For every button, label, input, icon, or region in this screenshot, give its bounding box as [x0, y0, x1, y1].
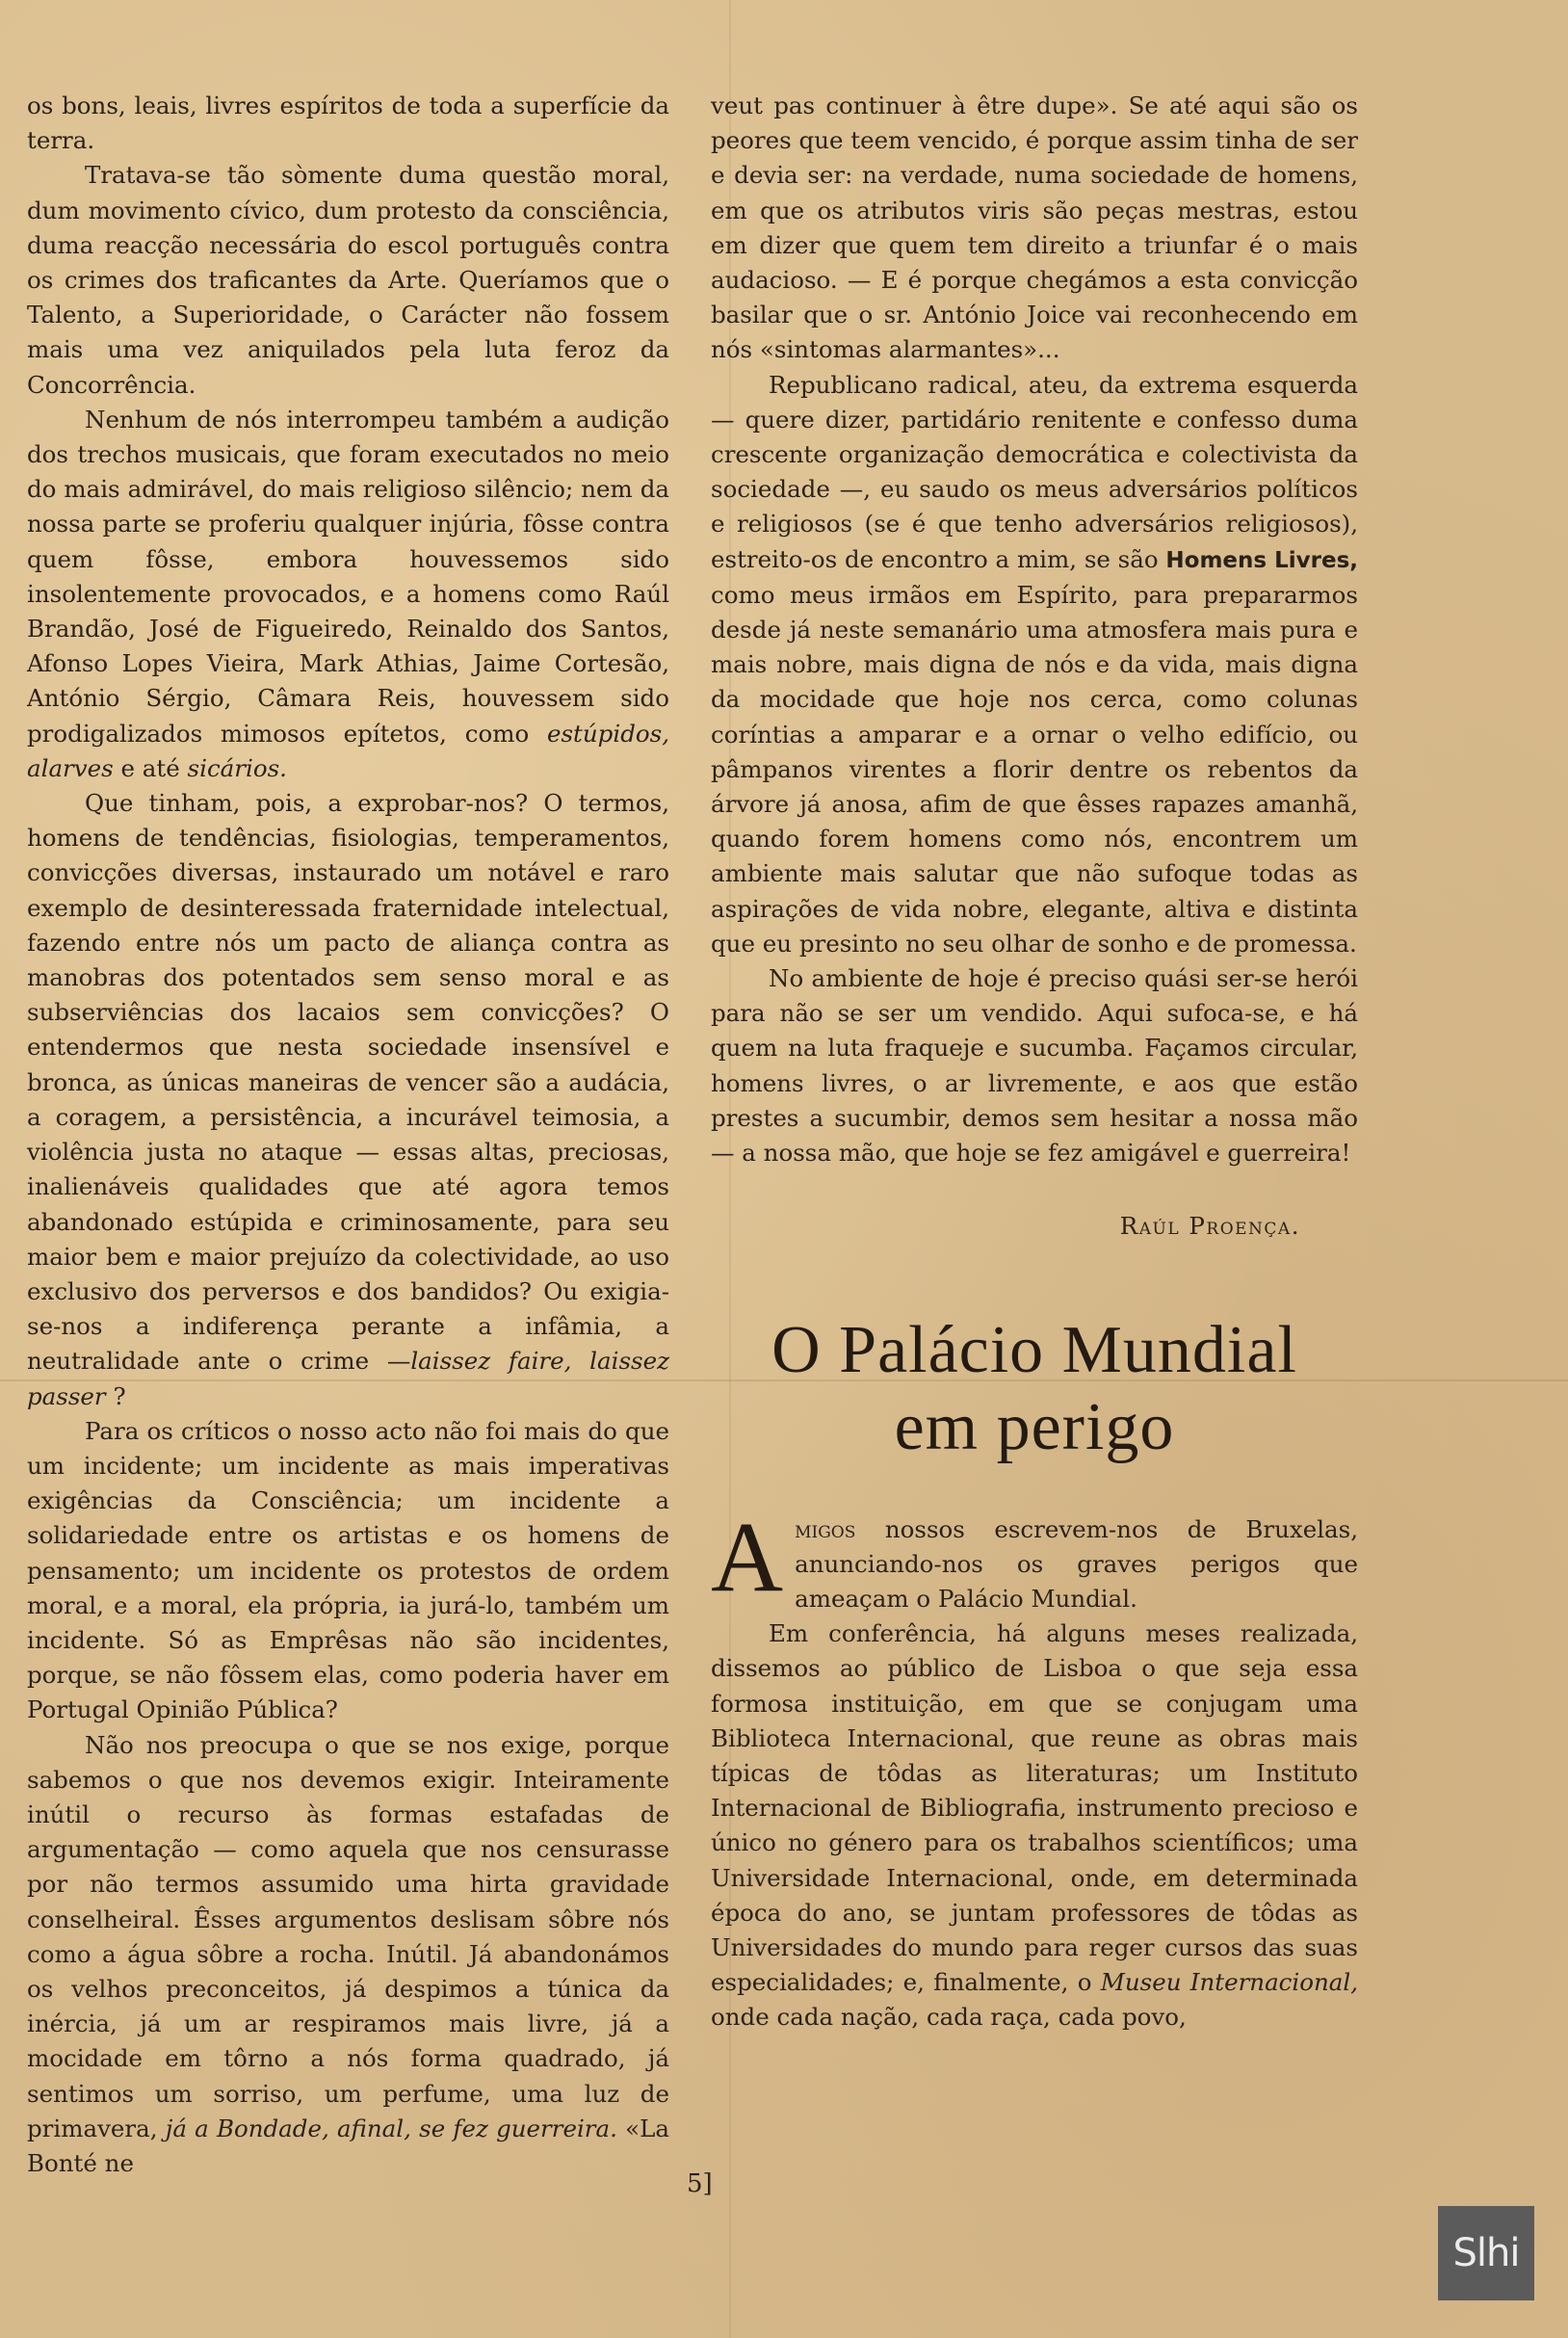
left-paragraph-1: os bons, leais, livres espíritos de toda a superfície da terra.	[27, 92, 669, 155]
right-column	[711, 89, 1358, 2036]
left-paragraph-2: Tratava-se tão sòmente duma questão moral, dum movimento cívico, dum protesto da consciência, duma reacção necessária do escol português contra os crimes dos traficantes da Arte. Queríamos que o Talento, a Superioridade, o Carácter não fossem mais uma vez aniquilados pela luta feroz da Concorrência.	[27, 161, 669, 399]
article-intro-text: nossos escrevem-nos de Bruxelas, anunciando-nos os graves perigos que ameaçam o Palácio Mundial.	[795, 1514, 1358, 1613]
left-paragraph-6-end: «La Bonté ne	[27, 2114, 669, 2177]
article-title-line-1: O Palácio Mundial	[771, 1312, 1297, 1387]
left-paragraph-3-italic-2: sicários.	[187, 753, 287, 782]
left-paragraph-6-text: Não nos preocupa o que se nos exige, porque sabemos o que nos devemos exigir. Inteiramente inútil o recurso às formas estafadas de argumentação — como aquela que nos censurasse por não termos assumido uma hirta gravidade conselheiral. Êsses argumentos deslisam sôbre nós como a água sôbre a rocha. Inútil. Já abandonámos os velhos preconceitos, já despimos a túnica da inércia, já um ar respiramos mais livre, já a mocidade em tôrno a nós forma quadrado, já sentimos um sorriso, um perfume, uma luz de primavera,	[27, 1730, 669, 2142]
left-column	[27, 89, 669, 2181]
left-paragraph-3-italic-1: estúpidos, alarves	[27, 719, 669, 782]
article-paragraph-2-text: Em conferência, há alguns meses realizada, dissemos ao público de Lisboa o que seja essa formosa instituição, em que se conjugam uma Biblioteca Internacional, que reune as obras mais típicas de tôdas as literaturas; um Instituto Internacional de Bibliografia, instrumento precioso e único no género para os trabalhos scientíficos; uma Universidade Internacional, onde, em determinada época do ano, se juntam professores de tôdas as Universidades do mundo para reger cursos das suas especialidades; e, finalmente, o	[711, 1619, 1358, 1997]
left-paragraph-6	[27, 1728, 669, 2182]
right-paragraph-3: No ambiente de hoje é preciso quási ser-se herói para não se ser um vendido. Aqui sufoca-se, e há quem na luta fraqueje e sucumba. Façamos circular, homens livres, o ar livremente, e aos que estão prestes a sucumbir, demos sem hesitar a nossa mão — a nossa mão, que hoje se fez amigável e guerreira!	[711, 964, 1358, 1168]
homens-livres-bold: Homens Livres,	[1165, 547, 1358, 573]
article-title-line-2: em perigo	[894, 1389, 1175, 1464]
right-paragraph-2-end: como meus irmãos em Espírito, para prepararmos desde já neste semanário uma atmosfera mais pura e mais nobre, mais digna de nós e da vida, mais digna da mocidade que hoje nos cerca, como colunas coríntias a amparar e a ornar o velho edifício, ou pâmpanos virentes a florir dentre os rebentos da árvore já anosa, afim de que êsses rapazes amanhã, quando forem homens como nós, encontrem um ambiente mais salutar que não sufoque todas as aspirações de vida nobre, elegante, altiva e distinta que eu presinto no seu olhar de sonho e de promessa.	[711, 580, 1358, 958]
left-paragraph-3	[27, 403, 669, 786]
article-lead-word: migos	[795, 1514, 856, 1543]
article-paragraph-2	[711, 1616, 1358, 2035]
left-paragraph-5: Para os críticos o nosso acto não foi mais do que um incidente; um incidente as mais imperativas exigências da Consciência; um incidente a solidariedade entre os artistas e os homens de pensamento; um incidente os protestos de ordem moral, e a moral, ela própria, ia jurá-lo, também um incidente. Só as Emprêsas não são incidentes, porque, se não fôssem elas, como poderia haver em Portugal Opinião Pública?	[27, 1416, 669, 1724]
article-paragraph-2-end: onde cada nação, cada raça, cada povo,	[711, 2003, 1187, 2032]
page-number: 5]	[687, 2169, 713, 2198]
left-paragraph-3-text: Nenhum de nós interrompeu também a audição dos trechos musicais, que foram executados no meio do mais admirável, do mais religioso silêncio; nem da nossa parte se proferiu qualquer injúria, fôsse contra quem fôsse, embora houvessemos sido insolentemente provocados, e a homens como Raúl Brandão, José de Figueiredo, Reinaldo dos Santos, Afonso Lopes Vieira, Mark Athias, Jaime Cortesão, António Sérgio, Câmara Reis, houvessem sido prodigalizados mimosos epítetos, como	[27, 405, 669, 748]
article-intro	[711, 1501, 1358, 1617]
right-paragraph-2-start: Republicano radical, ateu, da extrema esquerda — quere dizer, partidário renitente e confesso duma crescente organização democrática e colectivista da sociedade —, eu saudo os meus adversários políticos e religiosos (se é que tenho adversários religiosos), estreito-os de encontro a mim, se são	[711, 370, 1358, 573]
left-paragraph-4-end: ?	[113, 1381, 126, 1410]
right-paragraph-2	[711, 368, 1358, 961]
author-signature: Raúl Proença.	[1119, 1212, 1300, 1241]
article-title	[711, 1312, 1358, 1466]
left-paragraph-4	[27, 786, 669, 1414]
library-stamp: Slhi	[1438, 2206, 1534, 2300]
left-paragraph-4-italic: laissez faire, laissez passer	[27, 1347, 670, 1410]
left-paragraph-6-italic: já a Bondade, afinal, se fez guerreira.	[165, 2114, 617, 2142]
article-paragraph-2-italic: Museu Internacional,	[1100, 1968, 1358, 1997]
left-paragraph-4-text: Que tinham, pois, a exprobar-nos? O termos, homens de tendências, fisiologias, temperamentos, convicções diversas, instaurado um notável e raro exemplo de desinteressada fraternidade intelectual, fazendo entre nós um pacto de aliança contra as manobras dos potentados sem senso moral e as subserviências dos lacaios sem convicções? O entendermos que nesta sociedade insensível e bronca, as únicas maneiras de vencer são a audácia, a coragem, a persistência, a incurável teimosia, a violência justa no ataque — essas altas, preciosas, inalienáveis qualidades que até agora temos abandonado estúpida e criminosamente, para seu maior bem e maior prejuízo da colectividade, ao uso exclusivo dos perversos e dos bandidos? Ou exigia-se-nos a indiferença perante a infâmia, a neutralidade ante o crime —	[27, 789, 669, 1376]
drop-cap: A	[711, 1501, 784, 1613]
right-paragraph-1: veut pas continuer à être dupe». Se até aqui são os peores que teem vencido, é porque assim tinha de ser e devia ser: na verdade, numa sociedade de homens, em que os atributos viris são peças mestras, estou em dizer que quem tem direito a triunfar é o mais audacioso. — E é porque chegámos a esta convicção basilar que o sr. António Joice vai reconhecendo em nós «sintomas alarmantes»...	[711, 92, 1358, 364]
left-paragraph-3-mid: e até	[120, 753, 180, 782]
